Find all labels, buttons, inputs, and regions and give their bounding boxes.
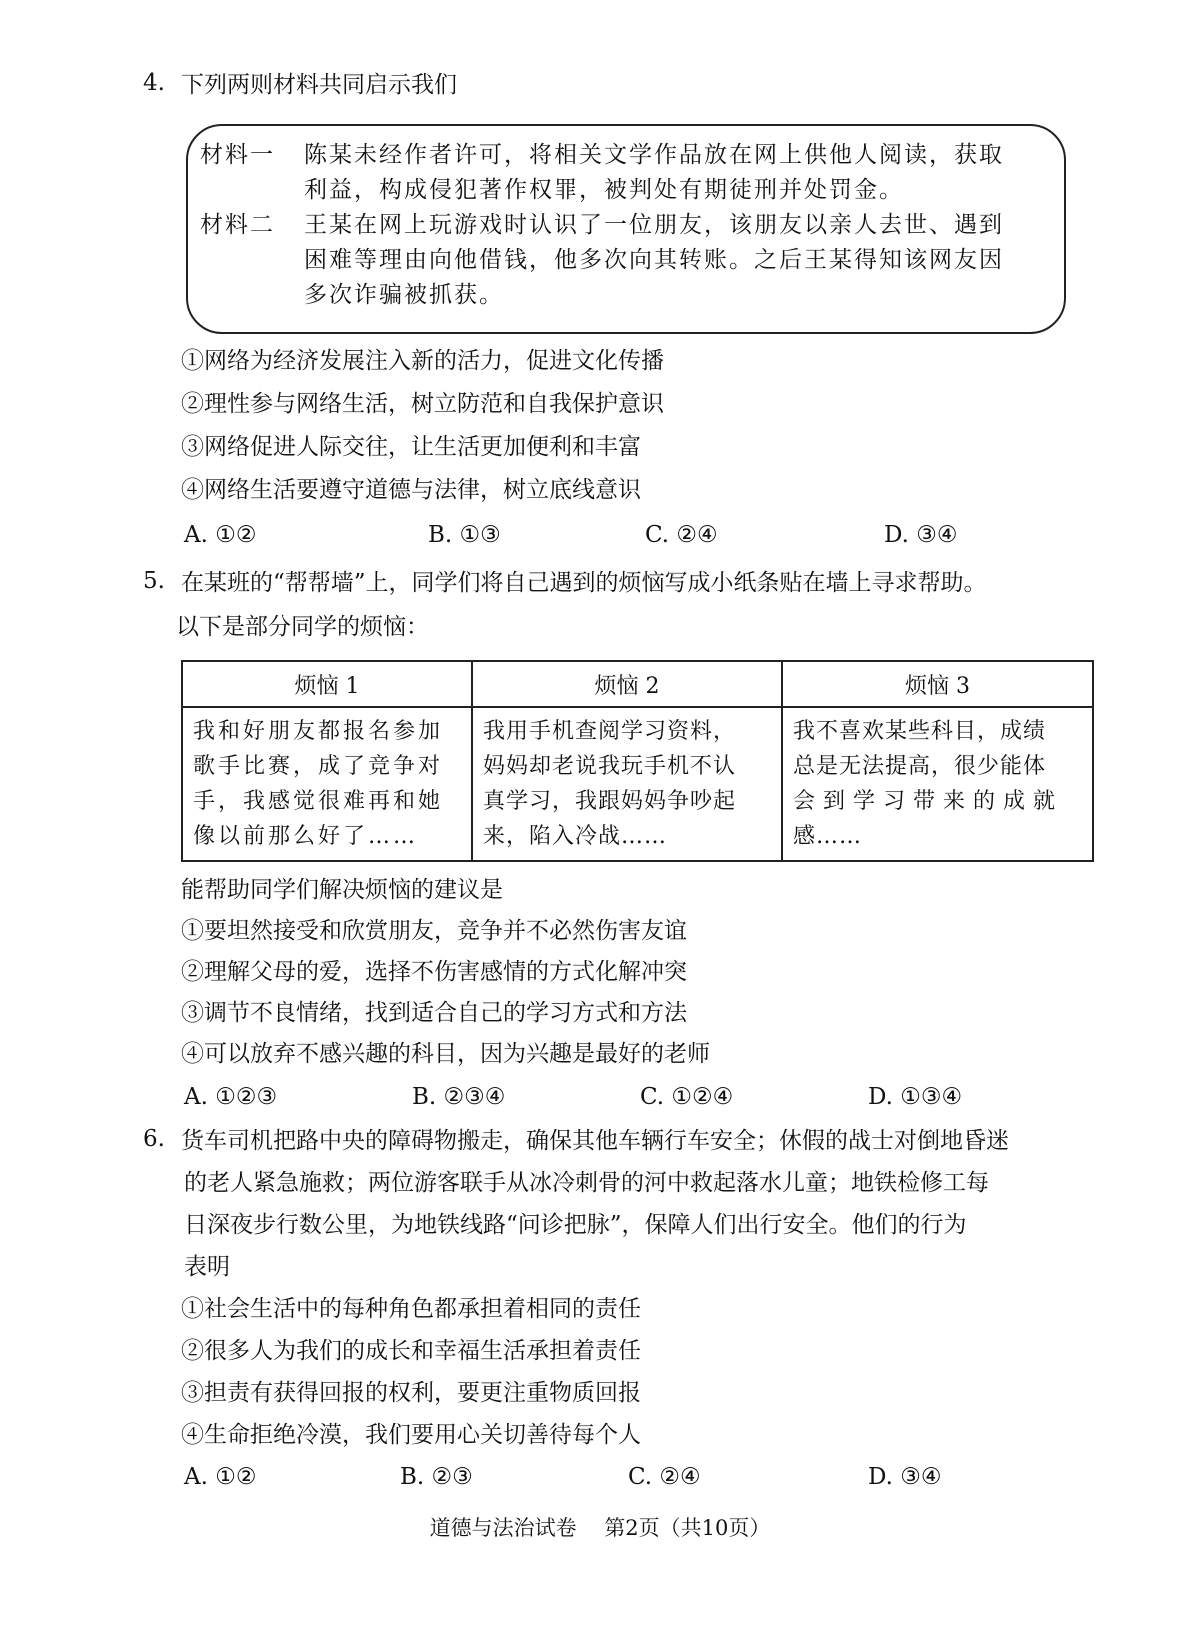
answer-choices (0, 1082, 1200, 1112)
table-cell (472, 707, 782, 861)
cell-line: 感…… (793, 824, 863, 849)
question-stem-line: 货车司机把路中央的障碍物搬走，确保其他车辆行车安全；休假的战士对倒地昏迷 (181, 1128, 1009, 1154)
statement: ②理性参与网络生活，树立防范和自我保护意识 (181, 391, 664, 417)
choice-c[interactable]: C. ②④ (628, 1464, 701, 1490)
statement: ④可以放弃不感兴趣的科目，因为兴趣是最好的老师 (181, 1041, 710, 1067)
question-stem-line: 在某班的“帮帮墙”上，同学们将自己遇到的烦恼写成小纸条贴在墙上寻求帮助。 (181, 570, 987, 596)
question-stem: 下列两则材料共同启示我们 (181, 72, 457, 98)
table-header-row (182, 661, 1093, 707)
choice-c[interactable]: C. ①②④ (640, 1084, 734, 1110)
material-text-line: 利益，构成侵犯著作权罪，被判处有期徒刑并处罚金。 (304, 177, 904, 203)
cell-line: 手，我感觉很难再和她 (193, 789, 444, 814)
question-stem-line: 日深夜步行数公里，为地铁线路“问诊把脉”，保障人们出行安全。他们的行为 (184, 1212, 967, 1238)
table-cell (782, 707, 1093, 861)
choice-c[interactable]: C. ②④ (645, 522, 718, 548)
cell-line: 来，陷入冷战…… (483, 824, 668, 849)
cell-line: 我用手机查阅学习资料， (483, 719, 737, 744)
statement: ①网络为经济发展注入新的活力，促进文化传播 (181, 348, 664, 374)
statement: ①要坦然接受和欣赏朋友，竞争并不必然伤害友谊 (181, 918, 687, 944)
material-text-line: 困难等理由向他借钱，他多次向其转账。之后王某得知该网友因 (304, 247, 1004, 273)
choice-a[interactable]: A. ①② (184, 1464, 257, 1490)
cell-line: 总是无法提高，很少能体 (793, 754, 1047, 779)
question-stem-line: 的老人紧急施救；两位游客联手从冰冷刺骨的河中救起落水儿童；地铁检修工每 (184, 1170, 989, 1196)
choice-b[interactable]: B. ①③ (428, 522, 501, 548)
table-header: 烦恼 1 (182, 661, 472, 707)
cell-line: 真学习，我跟妈妈争吵起 (483, 789, 737, 814)
choice-a[interactable]: A. ①②③ (184, 1084, 278, 1110)
choice-b[interactable]: B. ②③ (400, 1464, 473, 1490)
choice-d[interactable]: D. ③④ (884, 522, 958, 548)
question-number: 4. (143, 70, 165, 96)
question-number: 5. (143, 568, 165, 594)
statement: ④生命拒绝冷漠，我们要用心关切善待每个人 (181, 1422, 641, 1448)
material-label: 材料一 (200, 142, 275, 168)
choice-a[interactable]: A. ①② (184, 522, 257, 548)
statement: ③调节不良情绪，找到适合自己的学习方式和方法 (181, 1000, 687, 1026)
cell-line: 像以前那么好了…… (193, 824, 419, 849)
choice-d[interactable]: D. ①③④ (868, 1084, 963, 1110)
material-text-line: 陈某未经作者许可，将相关文学作品放在网上供他人阅读，获取 (304, 142, 1004, 168)
choice-b[interactable]: B. ②③④ (412, 1084, 506, 1110)
statement: ①社会生活中的每种角色都承担着相同的责任 (181, 1296, 641, 1322)
question-stem-line: 表明 (184, 1254, 230, 1280)
material-box (186, 124, 1066, 334)
answer-choices (0, 520, 1200, 550)
material-text-line: 王某在网上玩游戏时认识了一位朋友，该朋友以亲人去世、遇到 (304, 212, 1004, 238)
question-number: 6. (143, 1126, 165, 1152)
table-row (182, 707, 1093, 861)
statement: ②很多人为我们的成长和幸福生活承担着责任 (181, 1338, 641, 1364)
cell-line: 会到学习带来的成就 (793, 789, 1064, 814)
page-footer: 道德与法治试卷 第2页（共10页） (429, 1516, 771, 1540)
table-cell (182, 707, 472, 861)
statement: ③担责有获得回报的权利，要更注重物质回报 (181, 1380, 641, 1406)
table-header: 烦恼 2 (472, 661, 782, 707)
cell-line: 我不喜欢某些科目，成绩 (793, 719, 1047, 744)
worries-table (181, 660, 1094, 862)
table-header: 烦恼 3 (782, 661, 1093, 707)
material-label: 材料二 (200, 212, 275, 238)
statement: ③网络促进人际交往，让生活更加便利和丰富 (181, 434, 641, 460)
cell-line: 歌手比赛，成了竞争对 (193, 754, 444, 779)
question-stem-line: 以下是部分同学的烦恼： (176, 614, 429, 640)
cell-line: 我和好朋友都报名参加 (193, 719, 444, 744)
statement: ④网络生活要遵守道德与法律，树立底线意识 (181, 477, 641, 503)
question-prompt: 能帮助同学们解决烦恼的建议是 (181, 877, 503, 903)
statement: ②理解父母的爱，选择不伤害感情的方式化解冲突 (181, 959, 687, 985)
choice-d[interactable]: D. ③④ (868, 1464, 942, 1490)
cell-line: 妈妈却老说我玩手机不认 (483, 754, 737, 779)
answer-choices (0, 1462, 1200, 1492)
material-text-line: 多次诈骗被抓获。 (304, 282, 504, 308)
